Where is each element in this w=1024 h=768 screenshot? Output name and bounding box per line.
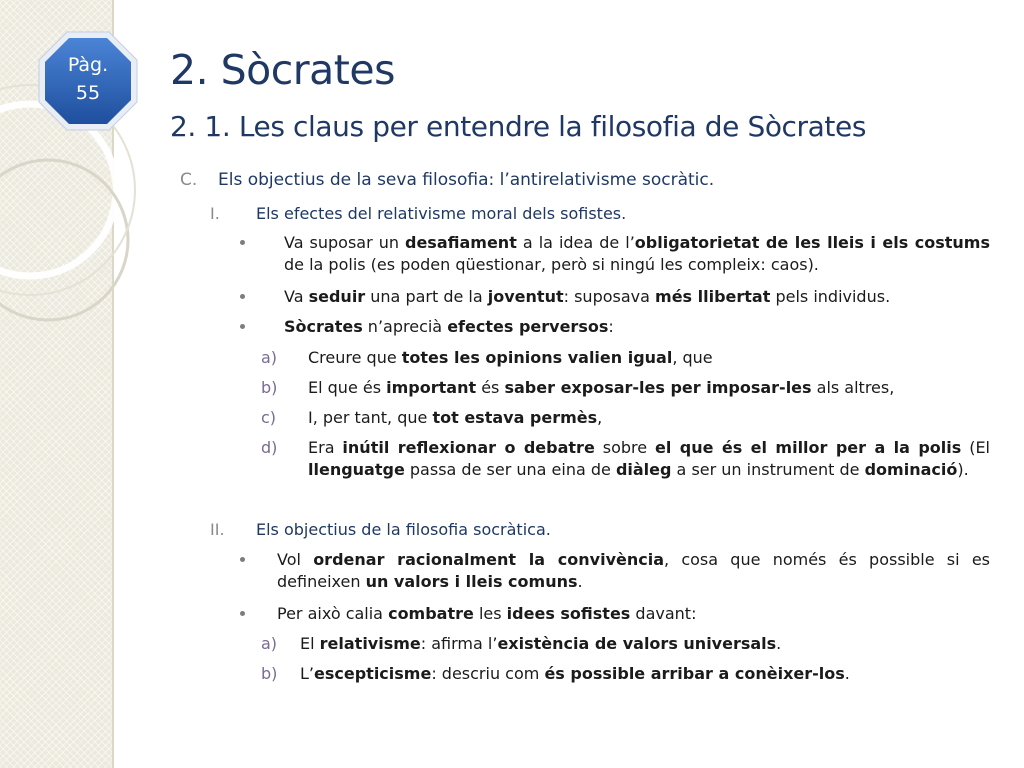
- slide-title: 2. Sòcrates: [170, 46, 395, 94]
- list-marker: b): [261, 378, 278, 397]
- bullet-icon: [240, 611, 245, 616]
- part-ii-text: Els objectius de la filosofia socràtica.: [256, 520, 551, 539]
- list-item-important: El que és important és saber exposar-les per imposar-les als altres,: [308, 378, 895, 397]
- list-item-efectes: Sòcrates n’aprecià efectes perversos:: [284, 317, 614, 336]
- list-item-escepticisme: L’escepticisme: descriu com és possible arribar a conèixer-los.: [300, 664, 850, 683]
- badge-page-number: 55: [75, 82, 101, 104]
- list-marker: II.: [210, 520, 225, 539]
- section-c-text: Els objectius de la seva filosofia: l’antirelativisme socràtic.: [218, 170, 715, 190]
- bullet-icon: [240, 557, 245, 562]
- list-item-opinions: Creure que totes les opinions valien igual, que: [308, 348, 713, 367]
- part-i-text: Els efectes del relativisme moral dels sofistes.: [256, 204, 627, 223]
- list-marker: d): [261, 438, 278, 457]
- list-item-permes: I, per tant, que tot estava permès,: [308, 408, 603, 427]
- list-marker: b): [261, 664, 278, 683]
- list-item-combatre: Per això calia combatre les idees sofistes davant:: [277, 604, 697, 623]
- slide-subtitle: 2. 1. Les claus per entendre la filosofia de Sòcrates: [170, 110, 867, 143]
- list-marker: C.: [180, 170, 198, 190]
- list-item-debatre: Era inútil reflexionar o debatre sobre el que és el millor per a la polis (El llenguatge passa de ser una eina de diàleg a ser un instrument de dominació).: [308, 438, 991, 479]
- bullet-icon: [240, 294, 245, 299]
- list-marker: a): [261, 348, 278, 367]
- list-item-joventut: Va seduir una part de la joventut: suposava més llibertat pels individus.: [284, 287, 891, 306]
- list-item-relativisme: El relativisme: afirma l’existència de valors universals.: [300, 634, 782, 653]
- list-marker: a): [261, 634, 278, 653]
- bullet-icon: [240, 324, 245, 329]
- list-marker: c): [261, 408, 277, 427]
- bullet-icon: [240, 240, 245, 245]
- list-item-convivencia: Vol ordenar racionalment la convivència, cosa que només és possible si es defineixen un valors i lleis comuns.: [277, 550, 990, 591]
- badge-label: Pàg.: [67, 54, 109, 76]
- list-marker: I.: [210, 204, 220, 223]
- list-item-desafiament: Va suposar un desafiament a la idea de l’obligatorietat de les lleis i els costums de la polis (es poden qüestionar, però si ningú les compleix: caos).: [284, 233, 991, 274]
